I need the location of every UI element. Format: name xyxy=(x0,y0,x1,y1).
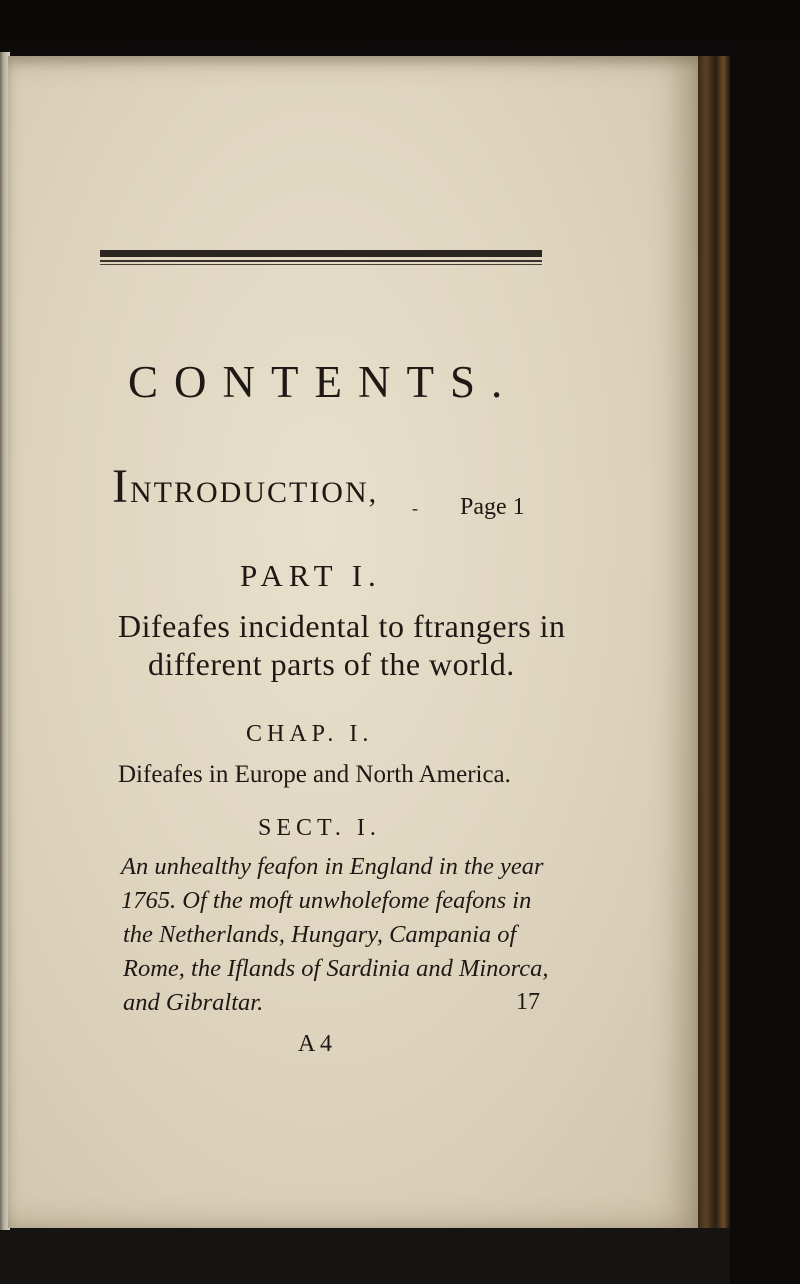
drop-initial: I xyxy=(112,460,130,513)
part-heading: PART I. xyxy=(240,558,382,593)
section-line-3: the Netherlands, Hungary, Campania of xyxy=(123,921,517,948)
chapter-heading: CHAP. I. xyxy=(246,721,374,747)
leader-dash: - xyxy=(412,498,418,518)
section-heading: SECT. I. xyxy=(258,815,381,841)
chapter-description: Difeafes in Europe and North America. xyxy=(118,761,511,788)
part-description-line-2: different parts of the world. xyxy=(148,646,515,682)
section-page-number: 17 xyxy=(516,989,540,1015)
headpiece-ornament xyxy=(100,250,542,268)
introduction-label: NTRODUCTION, xyxy=(129,476,379,509)
page-title: CONTENTS. xyxy=(128,357,519,407)
section-line-1: An unhealthy feafon in England in the year xyxy=(121,853,544,880)
section-line-4: Rome, the Iflands of Sardinia and Minorca, xyxy=(123,955,549,982)
book-binding xyxy=(698,56,730,1228)
introduction-entry xyxy=(112,460,379,513)
catchword: A 4 xyxy=(298,1031,333,1057)
dark-surround xyxy=(730,40,800,1284)
section-line-2: 1765. Of the moft unwholefome feafons in xyxy=(121,887,532,914)
introduction-page-number: Page 1 xyxy=(460,494,525,520)
section-line-5: and Gibraltar. xyxy=(123,989,264,1016)
part-description-line-1: Difeafes incidental to ftrangers in xyxy=(118,608,566,644)
